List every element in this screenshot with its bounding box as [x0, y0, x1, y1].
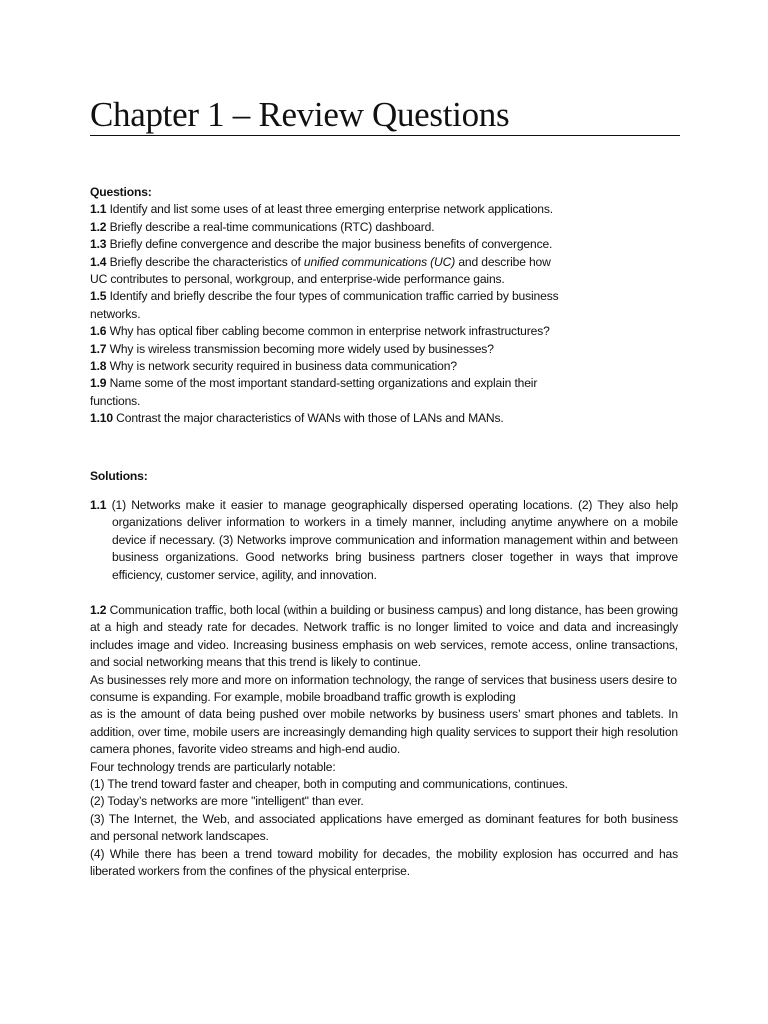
- question-number: 1.1: [90, 202, 107, 217]
- question-item: [90, 219, 678, 236]
- question-number: 1.7: [90, 341, 107, 356]
- question-number: 1.5: [90, 289, 107, 304]
- question-text: Why is wireless transmission becoming more widely used by businesses?: [106, 341, 494, 356]
- question-item: [90, 236, 678, 253]
- question-text: Why has optical fiber cabling become common in enterprise network infrastructures?: [106, 324, 550, 339]
- question-text: Identify and list some uses of at least three emerging enterprise network applications.: [106, 202, 553, 217]
- trend-item: (1) The trend toward faster and cheaper, both in computing and communications, continues.: [90, 777, 568, 792]
- question-item: [90, 410, 678, 427]
- question-item: [90, 375, 678, 392]
- questions-section: [90, 184, 678, 428]
- questions-heading: Questions:: [90, 185, 152, 199]
- solution-text: [90, 602, 678, 672]
- question-text: Name some of the most important standard-setting organizations and explain their: [106, 376, 538, 391]
- question-item: [90, 201, 678, 218]
- trend-item: (4) While there has been a trend toward mobility for decades, the mobility explosion has occurred and has liberated workers from the confines of the physical enterprise.: [90, 846, 678, 879]
- solution-paragraph: Four technology trends are particularly notable:: [90, 759, 336, 774]
- question-number: 1.8: [90, 359, 107, 374]
- question-number: 1.2: [90, 219, 107, 234]
- solution-paragraph: As businesses rely more and more on information technology, the range of services that business users desire to consume is expanding. For example, mobile broadband traffic growth is exploding: [90, 672, 677, 705]
- question-number: 1.10: [90, 411, 113, 426]
- question-text: Briefly describe the characteristics of: [106, 254, 304, 269]
- question-number: 1.3: [90, 237, 107, 252]
- question-text: Briefly describe a real-time communications (RTC) dashboard.: [106, 219, 435, 234]
- question-number: 1.4: [90, 254, 107, 269]
- solution-paragraph: as is the amount of data being pushed over mobile networks by business users’ smart phones and tablets. In addition, over time, mobile users are increasingly demanding high quality services to support their high resolution camera phones, favorite video streams and high-end audio.: [90, 707, 678, 757]
- question-continuation: UC contributes to personal, workgroup, and enterprise-wide performance gains.: [90, 272, 505, 287]
- question-continuation: functions.: [90, 393, 141, 408]
- solutions-heading-block: [90, 468, 678, 485]
- trend-item: (3) The Internet, the Web, and associated applications have emerged as dominant features for both business and personal network landscapes.: [90, 811, 678, 844]
- question-item: [90, 341, 678, 358]
- solution-number: 1.2: [90, 603, 107, 617]
- question-item: [90, 254, 678, 271]
- solution-item: [90, 497, 678, 584]
- question-item: [90, 358, 678, 375]
- question-continuation: networks.: [90, 306, 141, 321]
- solutions-heading: Solutions:: [90, 469, 148, 483]
- question-emphasis: unified communications (UC): [303, 254, 456, 269]
- solution-item: [90, 602, 678, 881]
- solution-body: Communication traffic, both local (within a building or business campus) and long distance, has been growing at a high and steady rate for decades. Network traffic is no longer limited to voice and data and increasingly includes image and video. Increasing business emphasis on web services, remote access, online transactions, and social networking means that this trend is likely to continue.: [90, 603, 678, 670]
- question-text: and describe how: [455, 254, 551, 269]
- question-number: 1.9: [90, 376, 107, 391]
- solution-body: (1) Networks make it easier to manage geographically dispersed operating locations. (2) They also help organizations deliver information to workers in a timely manner, including anytime anywhere on a mobile device if necessary. (3) Networks improve communication and information management within and between business organizations. Good networks bring business partners closer together in ways that improve efficiency, customer service, agility, and innovation.: [106, 498, 678, 582]
- question-text: Briefly define convergence and describe the major business benefits of convergence.: [106, 237, 553, 252]
- question-text: Identify and briefly describe the four types of communication traffic carried by business: [106, 289, 559, 304]
- question-item: [90, 323, 678, 340]
- page-title: Chapter 1 – Review Questions: [90, 95, 680, 136]
- question-item: [90, 288, 678, 305]
- solution-text: [90, 497, 678, 584]
- trend-item: (2) Today’s networks are more "intelligent" than ever.: [90, 794, 364, 809]
- solution-number: 1.1: [90, 498, 107, 512]
- question-number: 1.6: [90, 324, 107, 339]
- question-text: Why is network security required in business data communication?: [106, 359, 457, 374]
- question-text: Contrast the major characteristics of WANs with those of LANs and MANs.: [112, 411, 504, 426]
